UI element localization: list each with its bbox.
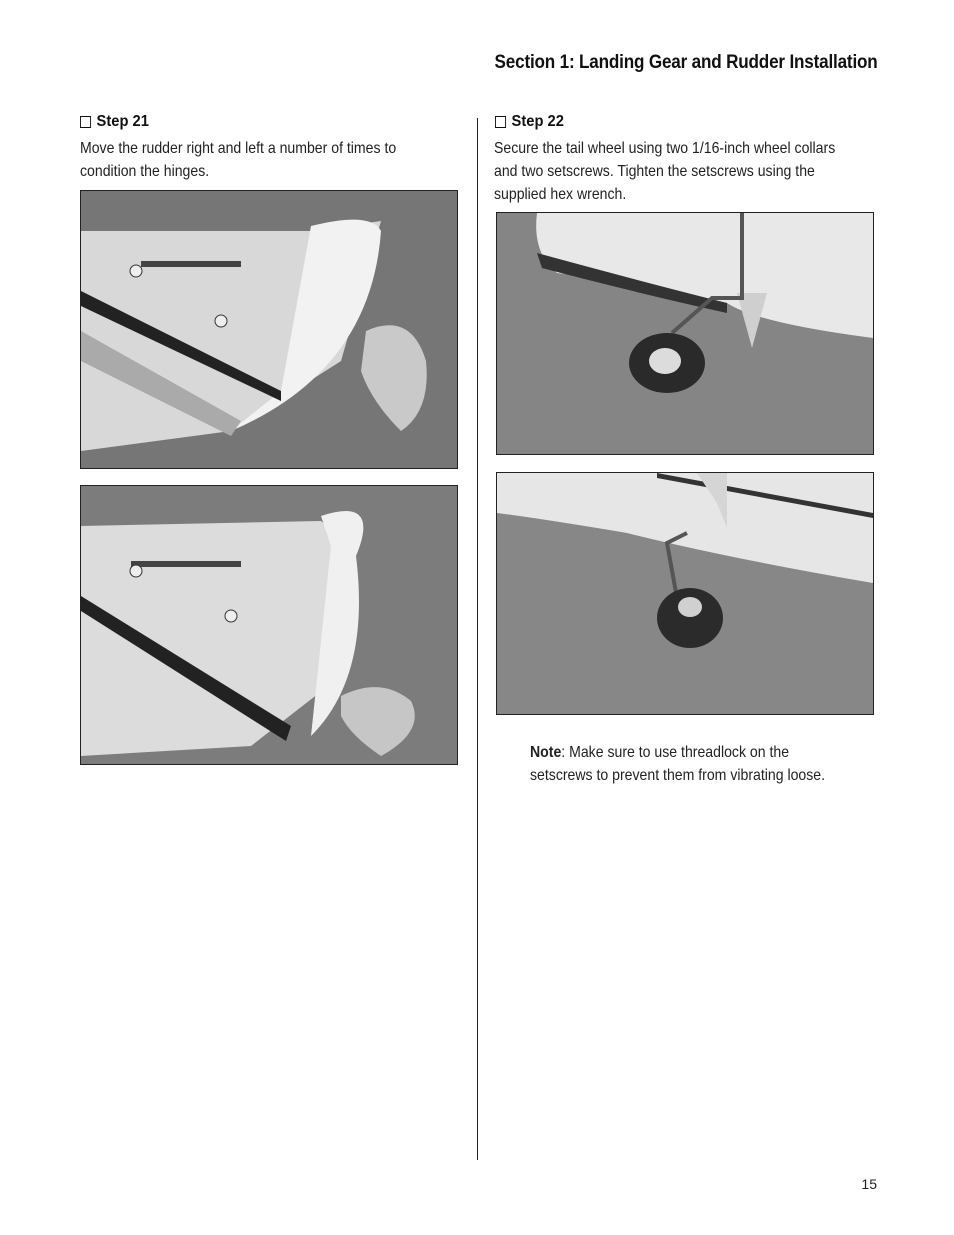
step22-text [494,137,835,206]
note-paragraph [530,741,838,787]
step21-heading [80,113,149,131]
step21-text-line: Move the rudder right and left a number of times to [80,140,397,157]
column-divider [477,118,478,1160]
rudder-photo-2 [80,485,458,765]
rudder-photo-1 [80,190,458,469]
note-label: Note [530,744,562,761]
section-title: Section 1: Landing Gear and Rudder Installation [495,52,878,73]
step22-title: Step 22 [511,113,564,130]
step22-text-line: and two setscrews. Tighten the setscrews using the [494,163,815,180]
page-number: 15 [861,1176,877,1192]
note-text: : Make sure to use threadlock on the [561,744,790,761]
step21-text [80,137,396,183]
note-line [530,741,838,764]
step22-text-line: Secure the tail wheel using two 1/16-inch wheel collars [494,140,836,157]
tail-wheel-photo-2 [496,472,874,715]
checkbox-icon[interactable] [495,116,506,128]
step22-heading [495,113,564,131]
step21-text-line: condition the hinges. [80,163,210,180]
tail-wheel-photo-1 [496,212,874,455]
step22-text-line: supplied hex wrench. [494,186,627,203]
checkbox-icon[interactable] [80,116,91,128]
step21-title: Step 21 [96,113,149,130]
note-line: setscrews to prevent them from vibrating loose. [530,767,826,784]
